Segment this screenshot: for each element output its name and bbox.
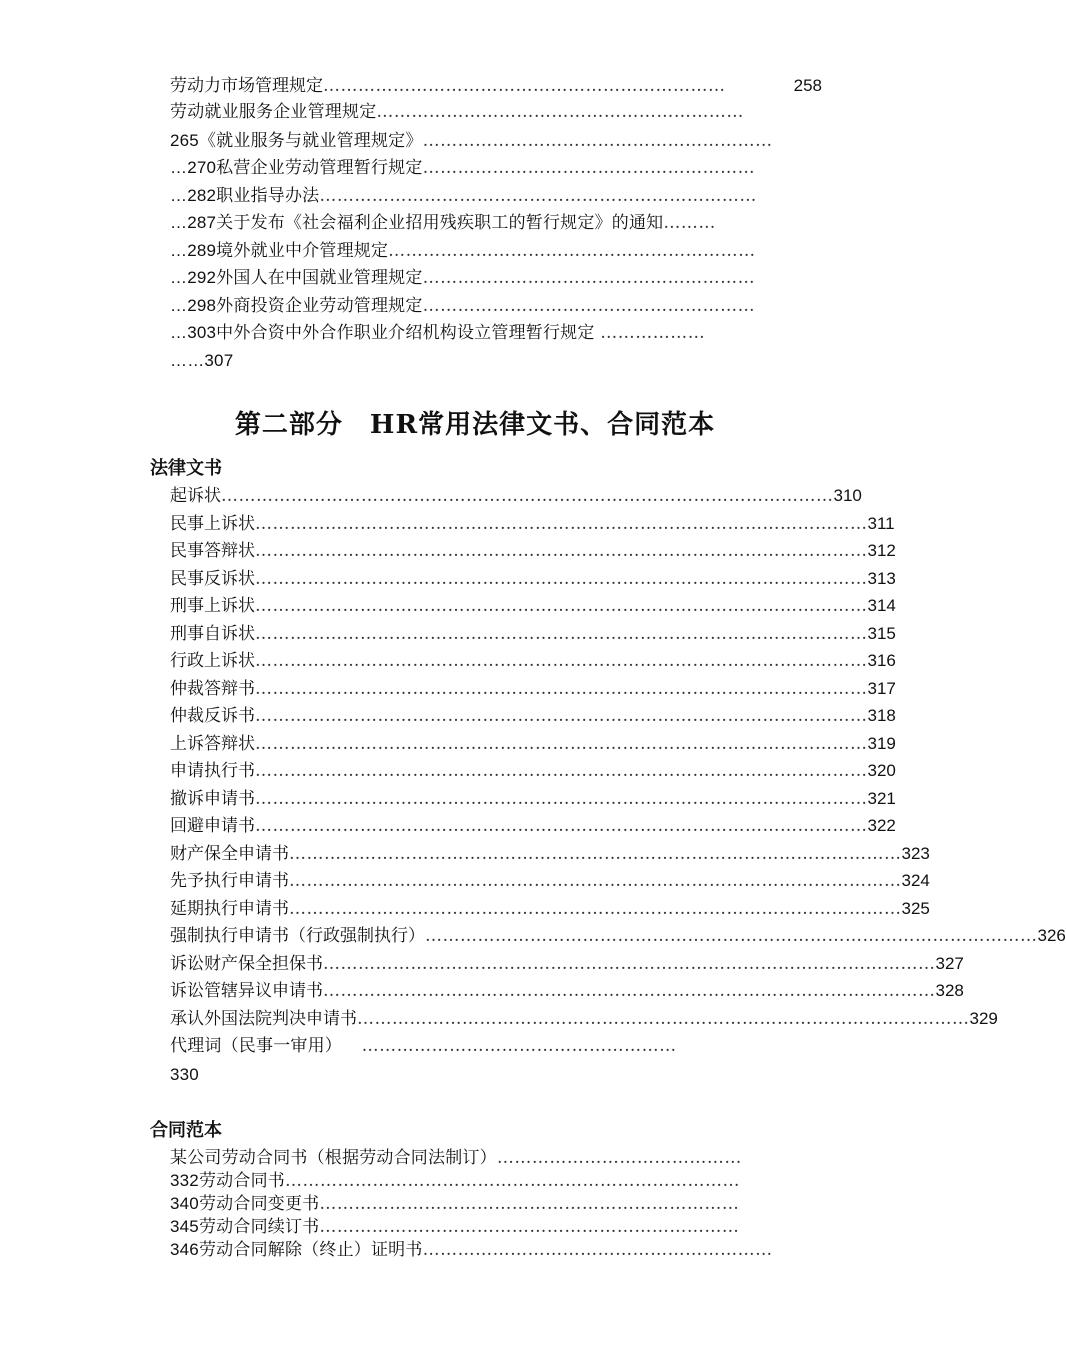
toc-leader-dots: …………………………………………………………………………………………… (255, 651, 868, 671)
toc-leader-dots: …………………………………………………………… (323, 76, 726, 96)
toc-page-number: 319 (867, 734, 896, 753)
toc-entry (170, 1236, 773, 1263)
toc-leader-dots: …………………………………………………………………………………………… (221, 486, 834, 506)
toc-entry-title: 劳动合同解除（终止）证明书 (198, 1240, 423, 1260)
toc-page-number: 329 (969, 1009, 998, 1028)
toc-leader-dots: …………………………………………………………………………………………… (289, 899, 902, 919)
toc-page-number: 345 (170, 1217, 199, 1236)
toc-entry (170, 537, 896, 564)
toc-entry (170, 840, 930, 867)
toc-entry-title: 上诉答辩状 (170, 734, 255, 754)
toc-entry (170, 565, 896, 592)
toc-entry-title: 起诉状 (170, 486, 221, 506)
toc-page-number: 312 (867, 541, 896, 560)
toc-page-number: 315 (867, 624, 896, 643)
toc-leader-dots: …………………………………… (496, 1148, 742, 1168)
toc-page-number: 327 (935, 954, 964, 973)
toc-page-number: 328 (935, 981, 964, 1000)
toc-entry-title: 劳动合同变更书 (198, 1194, 320, 1214)
toc-page-number: 332 (170, 1171, 199, 1190)
toc-page-number: 311 (867, 514, 895, 533)
toc-leader-dots: ………………………………………………………………… (319, 186, 757, 206)
toc-entry-title: 《就业服务与就业管理规定》 (198, 131, 423, 151)
toc-entry (170, 702, 896, 729)
toc-entry (170, 895, 930, 922)
toc-leader-dots: …………………………………………………………………………………………… (255, 569, 868, 589)
toc-entry-title: 劳动力市场管理规定 (170, 76, 323, 96)
toc-entry (170, 675, 896, 702)
toc-page-number: 322 (867, 816, 896, 835)
toc-entry-title: 刑事自诉状 (170, 624, 255, 644)
toc-entry (170, 347, 233, 374)
toc-page-number: 323 (901, 844, 930, 863)
toc-leader-dots: …………………………………………………………………………………………… (289, 871, 902, 891)
toc-entry (170, 592, 896, 619)
toc-entry-title: 民事反诉状 (170, 569, 255, 589)
toc-leader-dots: …………………………………………………………………………………………… (323, 954, 936, 974)
toc-entry (170, 209, 716, 236)
toc-entry (170, 99, 744, 126)
toc-leader-dots: ……………… (600, 323, 706, 343)
toc-leader-dots: ……………………………………………… (361, 1036, 677, 1056)
toc-entry-title: 境外就业中介管理规定 (216, 241, 389, 261)
toc-page-number: ……307 (170, 351, 234, 370)
toc-leader-dots: ……………………………………………………… (376, 102, 744, 122)
toc-entry-title: 诉讼管辖异议申请书 (170, 981, 323, 1001)
toc-page-number: …303 (170, 323, 217, 342)
toc-entry (170, 977, 964, 1004)
toc-entry (170, 182, 757, 209)
toc-entry-title: 回避申请书 (170, 816, 255, 836)
toc-entry (170, 127, 773, 154)
part-title: 第二部分 HR常用法律文书、合同范本 (234, 410, 716, 440)
toc-entry-title: 诉讼财产保全担保书 (170, 954, 323, 974)
toc-entry-title: 仲裁反诉书 (170, 706, 255, 726)
toc-entry-title: 私营企业劳动管理暂行规定 (216, 158, 423, 178)
toc-leader-dots: ………………………………………………… (422, 158, 756, 178)
toc-page-number: 340 (170, 1194, 199, 1213)
toc-entry-title: 职业指导办法 (216, 186, 320, 206)
toc-entry (170, 292, 755, 319)
toc-page-number: 326 (1037, 926, 1066, 945)
toc-page-number: 258 (793, 76, 822, 95)
toc-leader-dots: …………………………………………………………………………………………… (255, 761, 868, 781)
toc-entry (170, 482, 862, 509)
toc-entry-title: 承认外国法院判决申请书 (170, 1009, 357, 1029)
toc-entry (170, 154, 755, 181)
toc-page-number: 316 (867, 651, 896, 670)
toc-entry-title: 某公司劳动合同书（根据劳动合同法制订） (170, 1148, 497, 1168)
toc-leader-dots: …………………………………………………………………………………………… (289, 844, 902, 864)
toc-leader-dots: …………………………………………………………………………………………… (357, 1009, 970, 1029)
toc-entry-title: 民事答辩状 (170, 541, 255, 561)
toc-entry (170, 620, 896, 647)
toc-entry (170, 812, 896, 839)
toc-entry-title: 外商投资企业劳动管理规定 (216, 296, 423, 316)
toc-entry-title: 强制执行申请书（行政强制执行） (170, 926, 425, 946)
toc-leader-dots: …………………………………………………… (422, 131, 773, 151)
toc-leader-dots: …………………………………………………… (422, 1240, 773, 1260)
toc-entry-title: 劳动合同书 (198, 1171, 285, 1191)
toc-entry (170, 510, 895, 537)
toc-entry (170, 647, 896, 674)
toc-entry-title: 中外合资中外合作职业介绍机构设立管理暂行规定 (216, 323, 601, 343)
toc-entry-title: 财产保全申请书 (170, 844, 289, 864)
toc-page-number: …270 (170, 158, 217, 177)
toc-leader-dots: …………………………………………………………………………………………… (255, 514, 868, 534)
toc-leader-dots: ………………………………………………… (422, 296, 756, 316)
toc-leader-dots: …………………………………………………………………………………………… (425, 926, 1038, 946)
toc-page-number: 314 (867, 596, 896, 615)
toc-entry-title: 劳动合同续订书 (198, 1217, 320, 1237)
toc-entry (170, 1005, 998, 1032)
toc-leader-dots: …………………………………………………………………………………………… (323, 981, 936, 1001)
toc-leader-dots: …………………………………………………………………………………………… (255, 624, 868, 644)
toc-leader-dots: ……………………………………………………………… (319, 1194, 740, 1214)
toc-leader-dots: …………………………………………………………………………………………… (255, 706, 868, 726)
section-heading-contracts: 合同范本 (150, 1120, 222, 1141)
toc-entry (170, 867, 930, 894)
toc-entry-title: 民事上诉状 (170, 514, 255, 534)
toc-page-number: …298 (170, 296, 217, 315)
toc-entry (170, 1033, 677, 1060)
toc-page-number: 330 (170, 1065, 199, 1084)
toc-page-number: 310 (833, 486, 862, 505)
toc-entry (170, 72, 822, 99)
toc-entry-title: 关于发布《社会福利企业招用残疾职工的暂行规定》的通知 (216, 213, 664, 233)
toc-leader-dots: …………………………………………………………………………………………… (255, 734, 868, 754)
toc-page-number: 346 (170, 1240, 199, 1259)
toc-page-number: …292 (170, 268, 217, 287)
toc-entry-title: 外国人在中国就业管理规定 (216, 268, 423, 288)
toc-entry-title: 刑事上诉状 (170, 596, 255, 616)
toc-leader-dots: ……… (663, 213, 716, 233)
toc-leader-dots: …………………………………………………………………………………………… (255, 541, 868, 561)
toc-leader-dots: ……………………………………………………………… (319, 1217, 740, 1237)
toc-page-number: 325 (901, 899, 930, 918)
section-heading-legal-docs: 法律文书 (150, 458, 222, 479)
toc-entry-title: 延期执行申请书 (170, 899, 289, 919)
toc-page-number: 320 (867, 761, 896, 780)
toc-leader-dots: …………………………………………………………………………………………… (255, 679, 868, 699)
toc-entry (170, 319, 705, 346)
toc-entry (170, 757, 896, 784)
toc-entry-title: 劳动就业服务企业管理规定 (170, 102, 377, 122)
toc-leader-dots: …………………………………………………………………………………………… (255, 789, 868, 809)
toc-entry-title: 申请执行书 (170, 761, 255, 781)
toc-page-number: 317 (867, 679, 896, 698)
toc-entry-title: 仲裁答辩书 (170, 679, 255, 699)
toc-entry-title: 代理词（民事一审用） (170, 1036, 348, 1056)
toc-leader-dots: …………………………………………………………………………………………… (255, 596, 868, 616)
toc-entry (170, 237, 756, 264)
toc-leader-dots: ………………………………………………… (422, 268, 756, 288)
toc-page-number: 318 (867, 706, 896, 725)
toc-entry (170, 730, 896, 757)
toc-entry (170, 785, 896, 812)
toc-page-number: 324 (901, 871, 930, 890)
toc-page-number-line (170, 1061, 199, 1088)
toc-leader-dots: …………………………………………………………………… (284, 1171, 740, 1191)
toc-entry (170, 264, 755, 291)
toc-page-number: 321 (867, 789, 896, 808)
toc-page-number: …287 (170, 213, 217, 232)
toc-entry-title: 先予执行申请书 (170, 871, 289, 891)
toc-page-number: 265 (170, 131, 199, 150)
toc-page-number: …282 (170, 186, 217, 205)
toc-page-number: …289 (170, 241, 217, 260)
toc-entry (170, 950, 964, 977)
toc-entry-title: 行政上诉状 (170, 651, 255, 671)
toc-entry (170, 922, 1066, 949)
toc-page-number: 313 (867, 569, 896, 588)
toc-leader-dots: …………………………………………………………………………………………… (255, 816, 868, 836)
toc-leader-dots: ……………………………………………………… (388, 241, 756, 261)
toc-entry-title: 撤诉申请书 (170, 789, 255, 809)
